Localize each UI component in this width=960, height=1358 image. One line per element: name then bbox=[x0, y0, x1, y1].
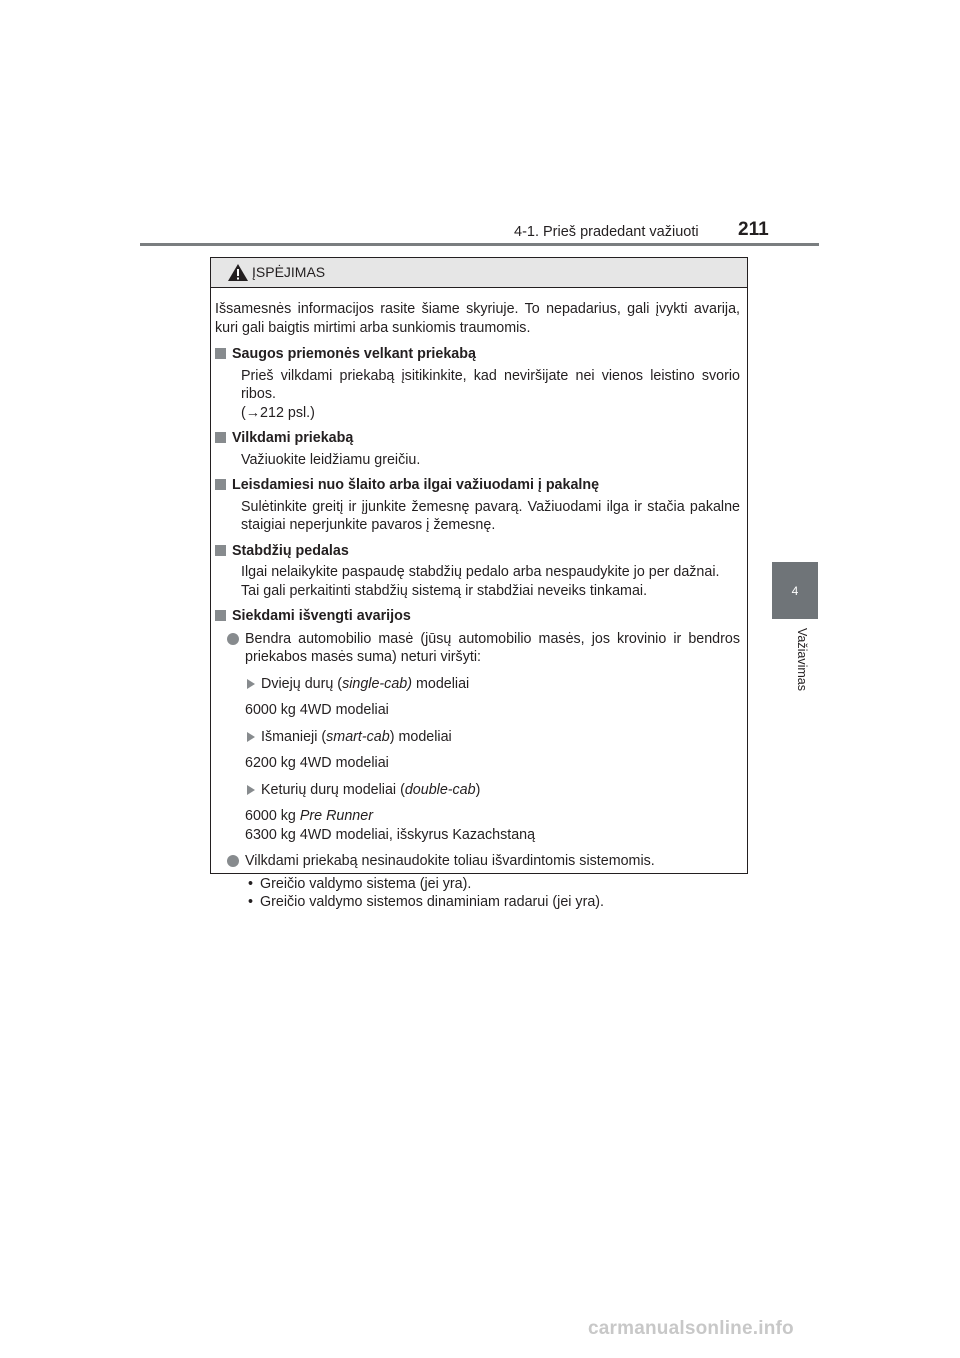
section-heading-text: Vilkdami priekabą bbox=[232, 430, 354, 446]
section-text: Ilgai nelaikykite paspaudę stabdžių pedalo arba nespaudykite jo per dažnai. Tai gali perkaitinti stabdžių sistemą ir stabdžiai neveiks tinkamai. bbox=[241, 564, 720, 599]
square-bullet-icon bbox=[215, 545, 226, 556]
sub-list-item bbox=[215, 675, 740, 694]
bullet-item bbox=[215, 893, 740, 912]
section-heading bbox=[215, 345, 740, 364]
section-text-body: Prieš vilkdami priekabą įsitikinkite, kad neviršijate nei vienos leistino svorio ribos. bbox=[241, 367, 740, 402]
sub-item-emphasis: single-cab) bbox=[342, 675, 412, 692]
sub-item-value: 6200 kg 4WD modeliai bbox=[245, 755, 389, 771]
section-avoid-accident bbox=[215, 607, 740, 912]
section-trailer-safety bbox=[215, 345, 740, 422]
section-heading bbox=[215, 429, 740, 448]
sub-item-text: modeliai bbox=[412, 675, 470, 692]
header-section-title: 4-1. Prieš pradedant važiuoti bbox=[514, 224, 699, 240]
warning-intro: Išsamesnės informacijos rasite šiame skyriuje. To nepadarius, gali įvykti avarija, kuri gali baigtis mirtimi arba sunkiomis traumomis. bbox=[215, 301, 740, 336]
section-heading bbox=[215, 542, 740, 561]
bullet-item-text: Greičio valdymo sistemos dinaminiam radarui (jei yra). bbox=[260, 894, 605, 910]
sub-item-value-emphasis: Pre Runner bbox=[299, 808, 373, 824]
section-heading bbox=[215, 607, 740, 626]
sub-item-text: Dviejų durų ( bbox=[261, 675, 343, 692]
chapter-tab bbox=[772, 562, 818, 619]
square-bullet-icon bbox=[215, 432, 226, 443]
warning-body bbox=[211, 288, 747, 929]
watermark: carmanualsonline.info bbox=[588, 1318, 794, 1339]
page-reference-link[interactable]: (→212 psl.) bbox=[241, 404, 315, 421]
sub-item-text: ) modeliai bbox=[389, 728, 452, 745]
page-number: 211 bbox=[738, 219, 769, 240]
section-towing bbox=[215, 429, 740, 469]
section-downhill bbox=[215, 476, 740, 535]
sub-item-text: Keturių durų modeliai ( bbox=[261, 781, 405, 798]
page-header bbox=[0, 0, 960, 250]
section-text bbox=[215, 367, 740, 423]
section-text: Sulėtinkite greitį ir įjunkite žemesnę pavarą. Važiuodami ilga ir stačia pakalne staigiai neperjunkite pavaros į žemesnę. bbox=[241, 498, 740, 533]
warning-triangle-icon bbox=[227, 263, 249, 282]
dot-bullet-icon: • bbox=[248, 894, 254, 910]
sub-list-item bbox=[215, 781, 740, 800]
warning-title: ĮSPĖJIMAS bbox=[252, 264, 326, 280]
sub-item-value-text: 6000 kg bbox=[245, 808, 300, 824]
triangle-bullet-icon bbox=[247, 785, 255, 795]
section-heading bbox=[215, 476, 740, 495]
section-brake-pedal bbox=[215, 542, 740, 601]
warning-header bbox=[211, 258, 747, 288]
sub-item-text: Išmanieji ( bbox=[261, 728, 327, 745]
chapter-number: 4 bbox=[791, 583, 799, 598]
bullet-item bbox=[215, 875, 740, 894]
square-bullet-icon bbox=[215, 610, 226, 621]
circle-bullet-icon bbox=[227, 855, 239, 867]
square-bullet-icon bbox=[215, 479, 226, 490]
bullet-item-text: Greičio valdymo sistema (jei yra). bbox=[260, 875, 472, 892]
sub-item-emphasis: smart-cab bbox=[326, 728, 390, 745]
section-heading-text: Leisdamiesi nuo šlaito arba ilgai važiuodami į pakalnę bbox=[232, 477, 600, 493]
section-heading-text: Siekdami išvengti avarijos bbox=[232, 608, 411, 624]
sub-item-value bbox=[215, 807, 740, 844]
triangle-bullet-icon bbox=[247, 732, 255, 742]
warning-box bbox=[210, 257, 748, 910]
circle-bullet-icon bbox=[227, 633, 239, 645]
list-item bbox=[215, 630, 740, 667]
section-heading-text: Saugos priemonės velkant priekabą bbox=[232, 346, 476, 362]
triangle-bullet-icon bbox=[247, 679, 255, 689]
sub-item-value-text: 6300 kg 4WD modeliai, išskyrus Kazachstaną bbox=[245, 826, 536, 843]
section-text: Važiuokite leidžiamu greičiu. bbox=[241, 451, 421, 468]
header-rule bbox=[140, 243, 819, 246]
list-item bbox=[215, 852, 740, 871]
chapter-label: Važiavimas bbox=[795, 628, 809, 691]
sub-item-emphasis: double-cab bbox=[404, 781, 476, 798]
list-item-text: Vilkdami priekabą nesinaudokite toliau išvardintomis sistemomis. bbox=[245, 853, 655, 869]
dot-bullet-icon: • bbox=[248, 875, 254, 892]
section-heading-text: Stabdžių pedalas bbox=[232, 542, 349, 559]
square-bullet-icon bbox=[215, 348, 226, 359]
sub-list-item bbox=[215, 728, 740, 747]
list-item-text: Bendra automobilio masė (jūsų automobilio masės, jos krovinio ir bendros priekabos masės suma) neturi viršyti: bbox=[245, 630, 740, 665]
sub-item-text: ) bbox=[475, 781, 481, 798]
sub-item-value: 6000 kg 4WD modeliai bbox=[245, 702, 389, 718]
